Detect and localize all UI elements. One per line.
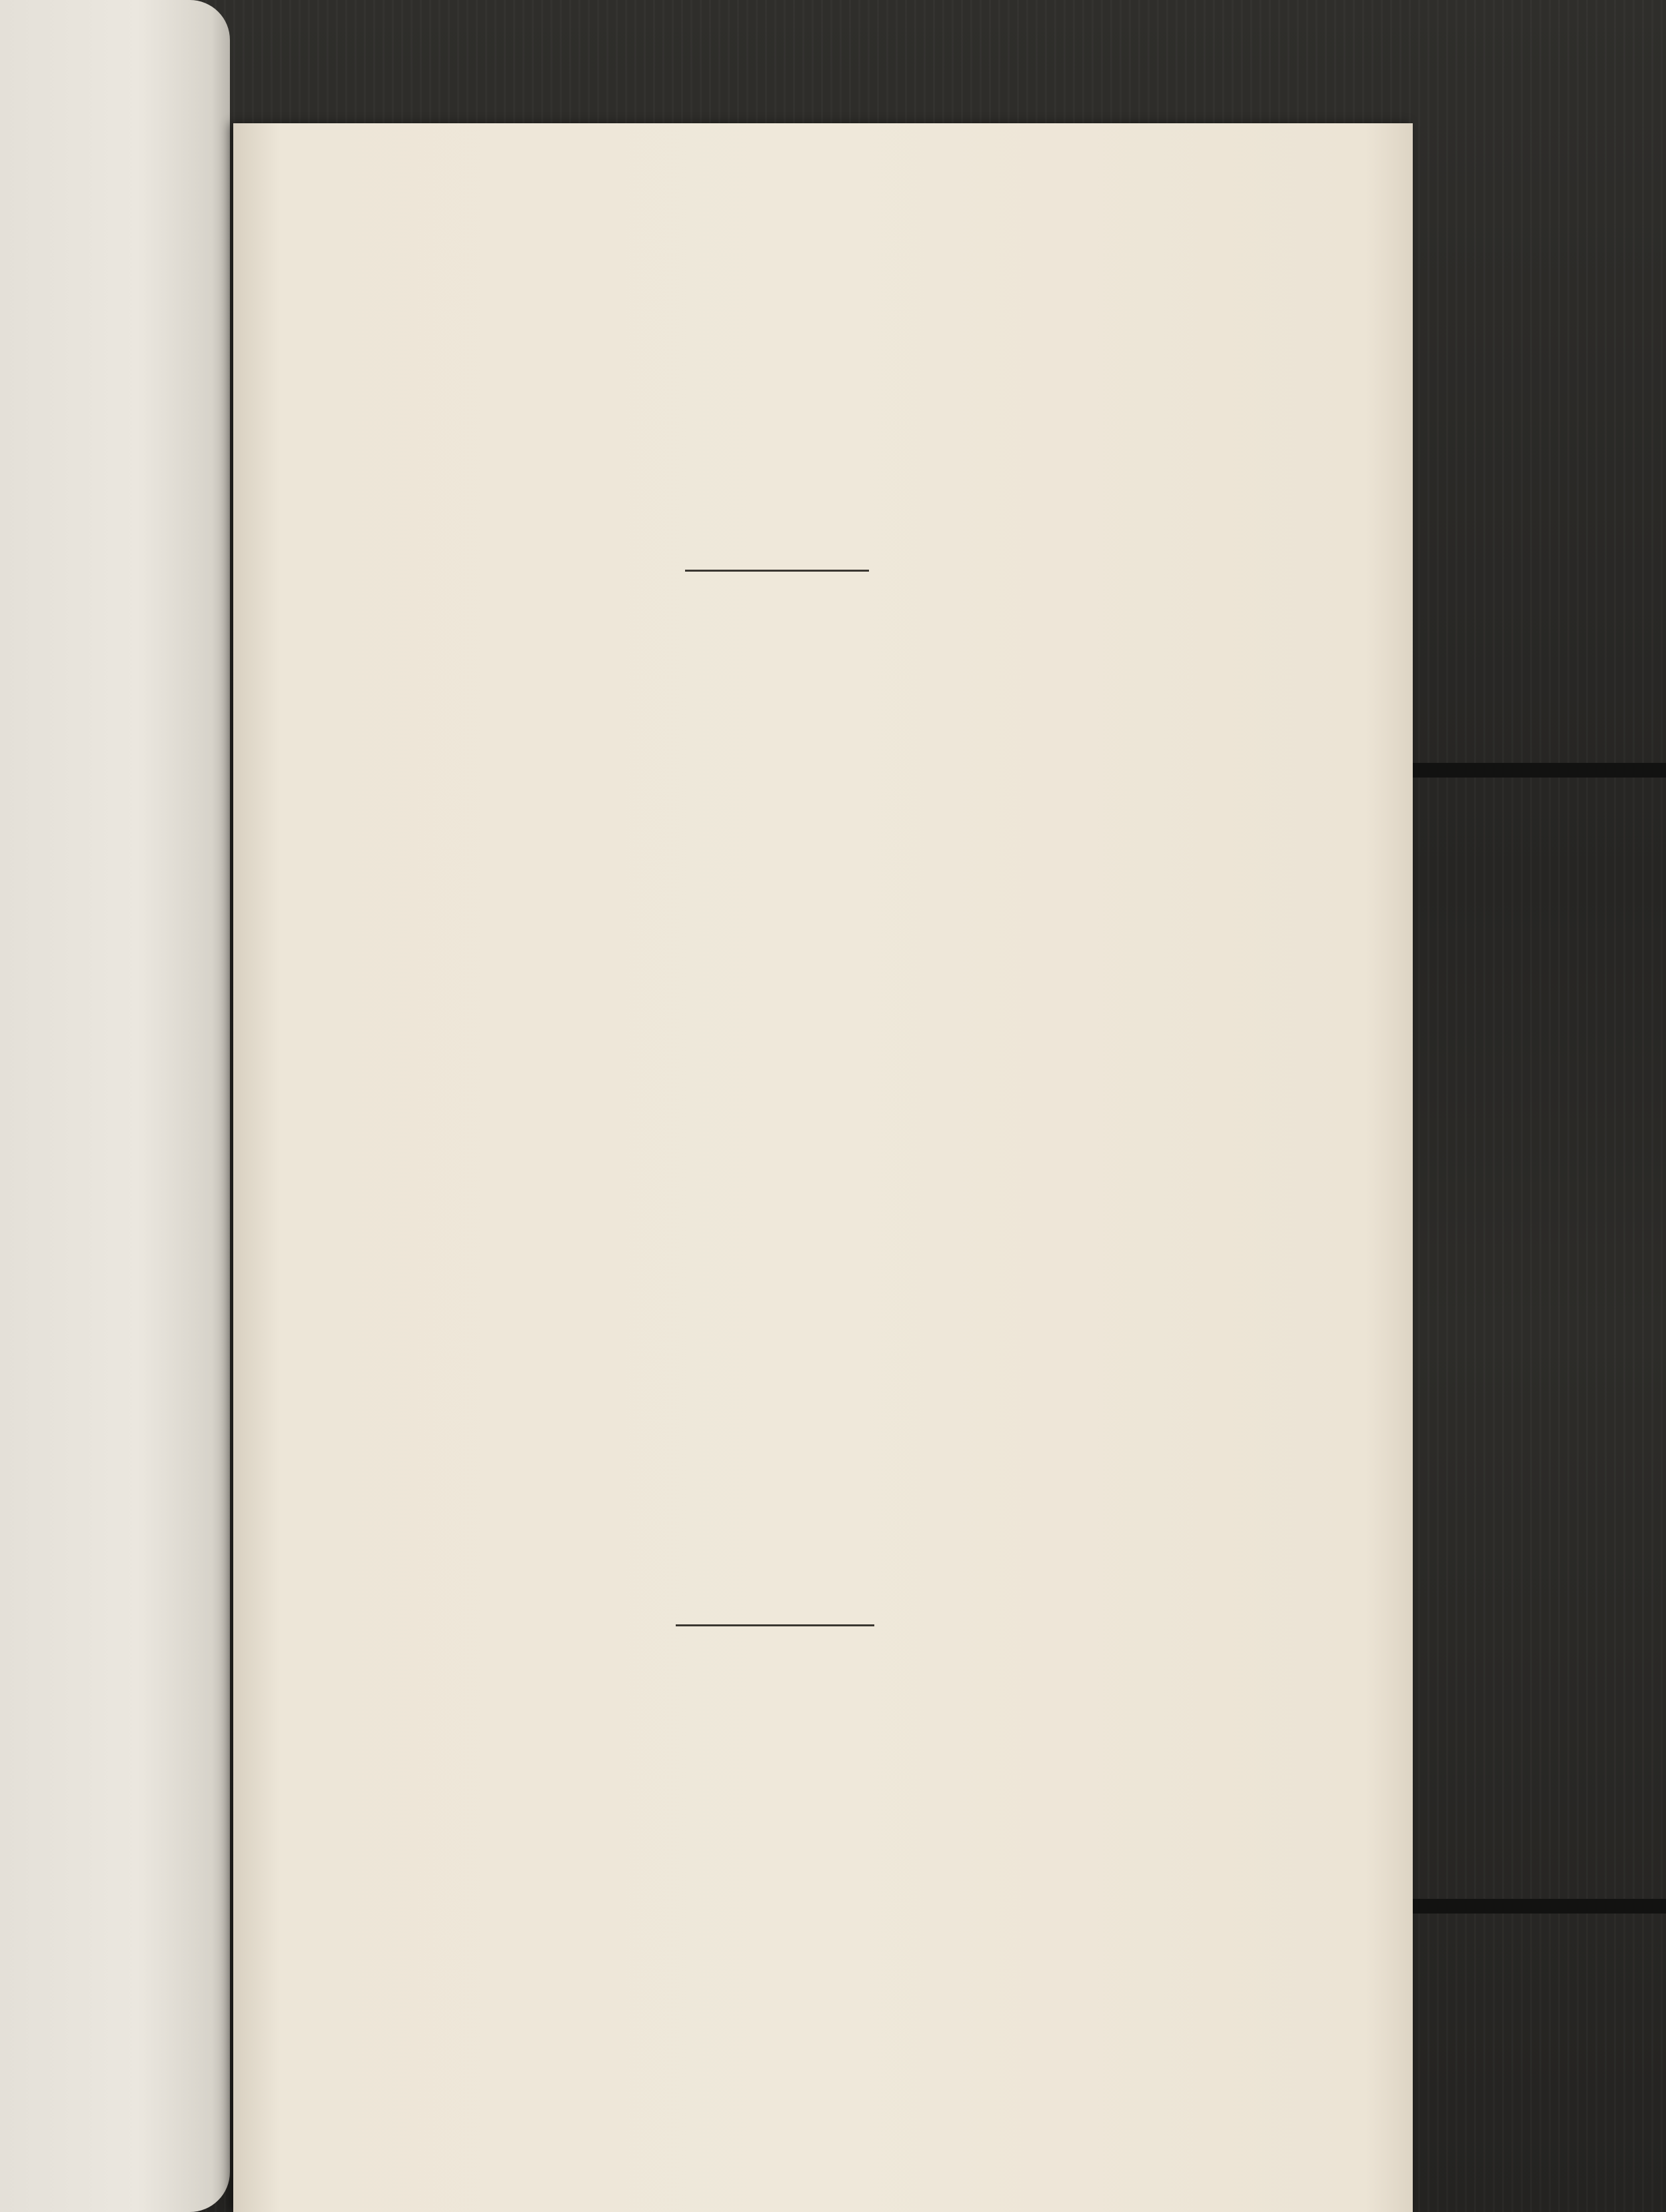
table-plank-gap: [1413, 1899, 1666, 1914]
table-of-contents: [233, 123, 1413, 2212]
title-rule: [685, 570, 869, 572]
right-page: [233, 123, 1413, 2212]
table-plank-gap: [1413, 763, 1666, 778]
left-page: [0, 0, 230, 2212]
part-divider-rule: [676, 1624, 874, 1626]
